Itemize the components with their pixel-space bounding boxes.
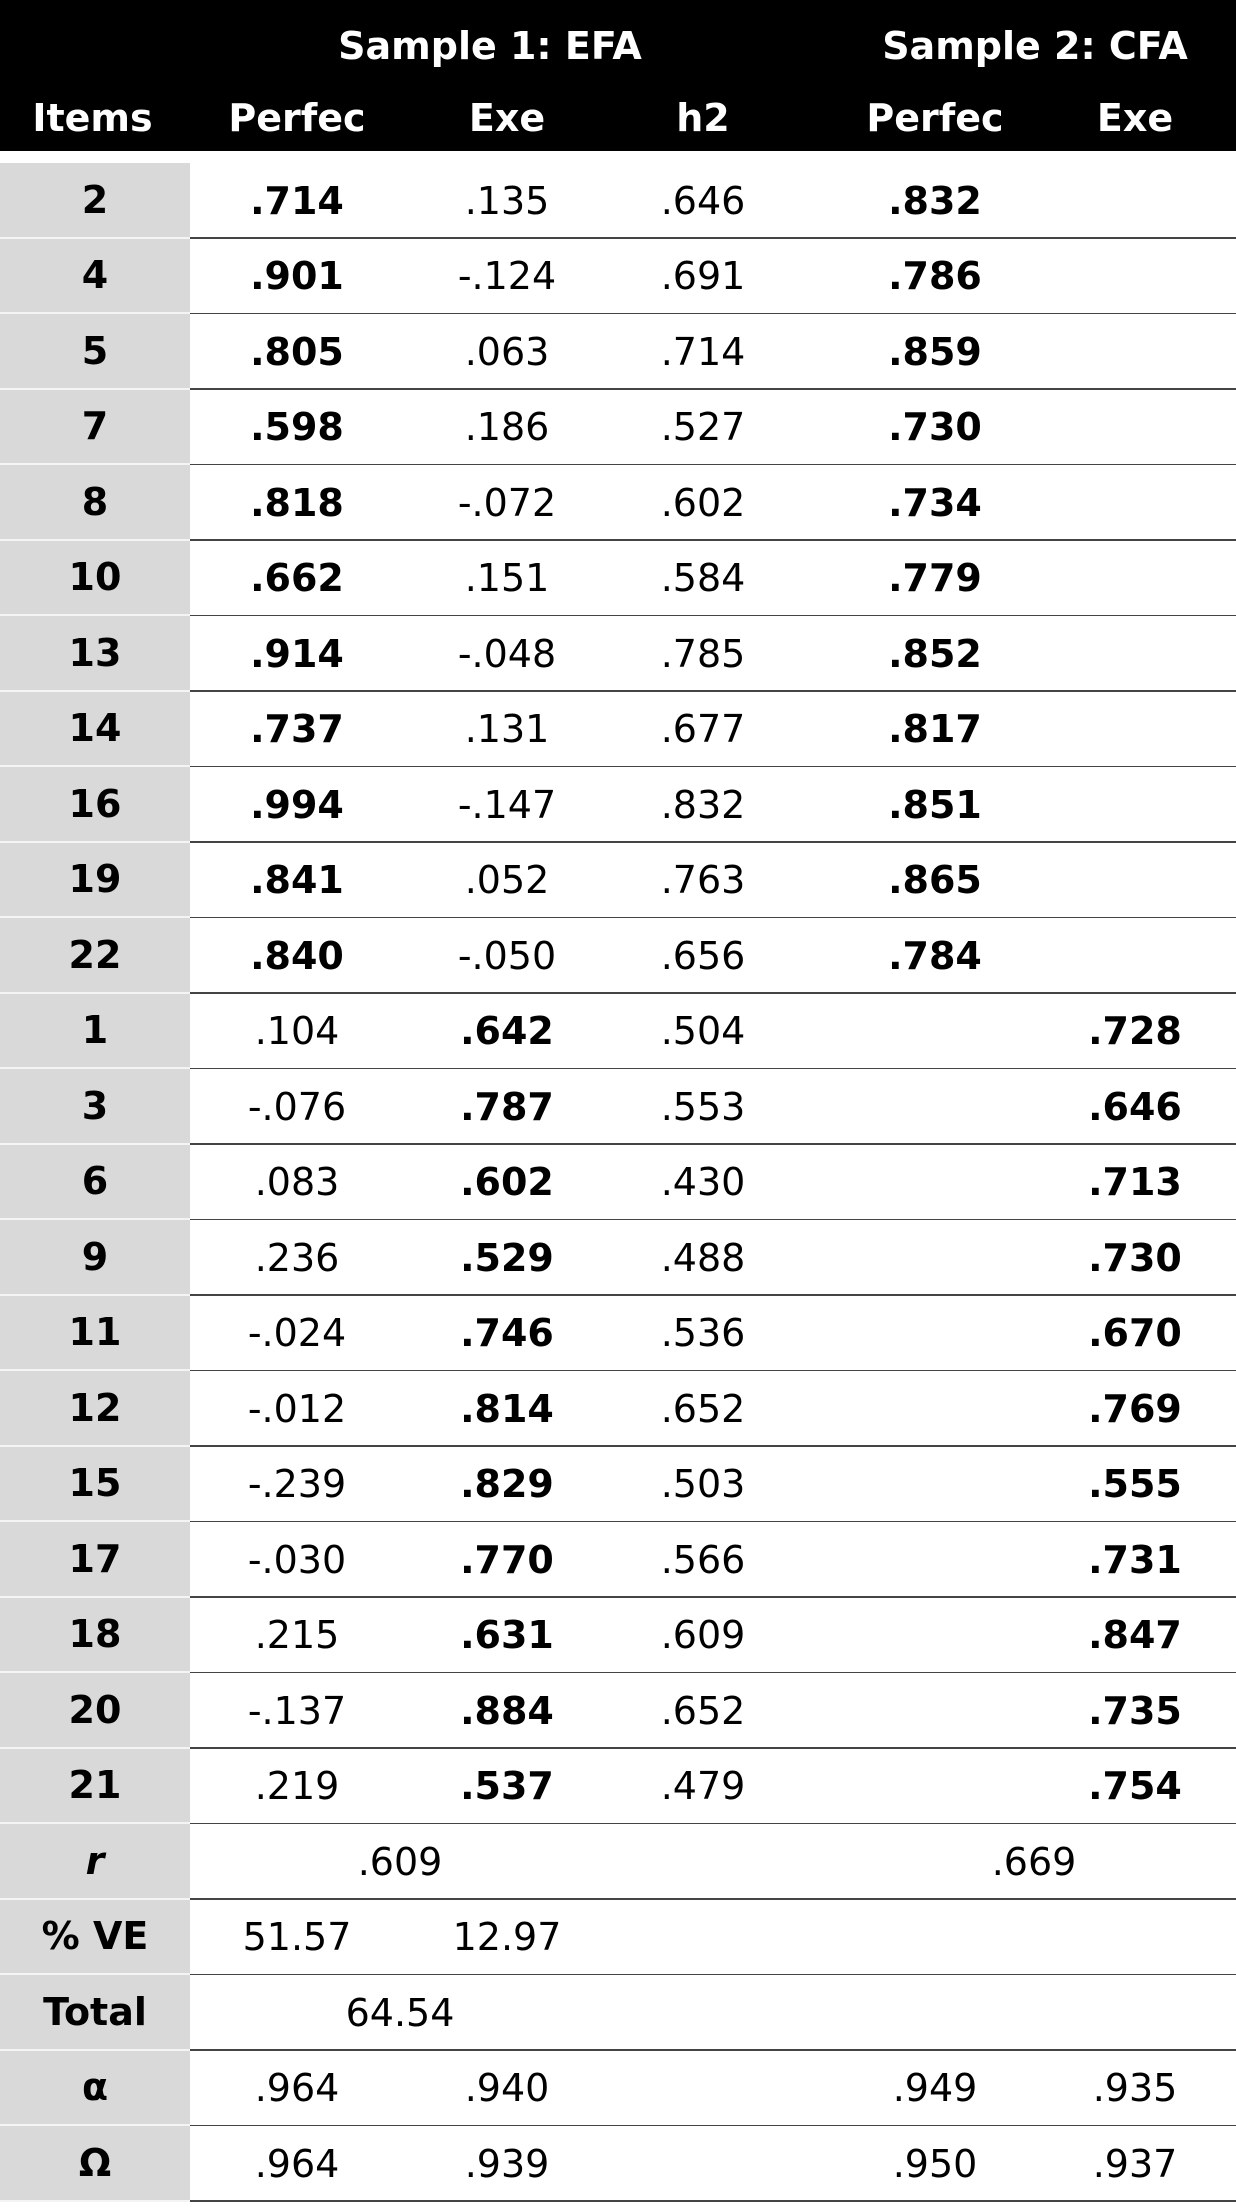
alpha-cfa-exe: .935 [1092, 2066, 1178, 2111]
cell-efa-exe: .770 [460, 1537, 554, 1582]
table-row [0, 692, 1236, 768]
row-label-omega: Ω [0, 2126, 190, 2202]
row-item-number: 13 [0, 616, 190, 692]
cell-efa-perfec: .841 [250, 858, 344, 903]
cell-cfa-exe: .555 [1088, 1462, 1182, 1507]
row-item-number: 5 [0, 314, 190, 390]
r-efa-value: .609 [357, 1839, 443, 1884]
alpha-efa-perfec: .964 [254, 2066, 340, 2111]
cell-cfa-exe [1035, 767, 1235, 843]
cell-efa-perfec: .083 [254, 1160, 340, 1205]
col-header-items: Items [32, 95, 153, 140]
row-label-total: Total [0, 1975, 190, 2051]
cell-efa-exe: .537 [460, 1764, 554, 1809]
row-item-number: 3 [0, 1069, 190, 1145]
cell-efa-perfec: .914 [250, 631, 344, 676]
cell-cfa-exe: .731 [1088, 1537, 1182, 1582]
cell-efa-perfec: -.076 [247, 1084, 347, 1129]
omega-efa-perfec: .964 [254, 2141, 340, 2186]
table-row [0, 465, 1236, 541]
cell-efa-exe: .642 [460, 1009, 554, 1054]
cell-h2: .536 [660, 1311, 746, 1356]
row-item-number: 20 [0, 1673, 190, 1749]
cell-cfa-perfec: .865 [888, 858, 982, 903]
cell-cfa-exe [1035, 239, 1235, 315]
cell-cfa-exe [1035, 465, 1235, 541]
table-row [0, 1069, 1236, 1145]
col-header-h2: h2 [676, 95, 730, 140]
row-item-number: 10 [0, 541, 190, 617]
table-row [0, 1522, 1236, 1598]
cell-cfa-perfec: .786 [888, 254, 982, 299]
cell-h2: .677 [660, 707, 746, 752]
cell-efa-perfec: .994 [250, 782, 344, 827]
cell-efa-exe: .787 [460, 1084, 554, 1129]
cell-efa-exe: .186 [464, 405, 550, 450]
table-row [0, 1447, 1236, 1523]
cell-h2: .785 [660, 631, 746, 676]
cell-efa-exe: -.124 [457, 254, 557, 299]
cell-cfa-exe: .754 [1088, 1764, 1182, 1809]
cell-cfa-exe: .847 [1088, 1613, 1182, 1658]
summary-row-r [0, 1824, 1236, 1900]
cell-efa-perfec: .805 [250, 329, 344, 374]
summary-row-ve [0, 1900, 1236, 1976]
cell-cfa-perfec [835, 1673, 1035, 1749]
cell-cfa-perfec: .784 [888, 933, 982, 978]
cell-cfa-perfec [835, 1749, 1035, 1825]
row-item-number: 8 [0, 465, 190, 541]
cell-h2: .609 [660, 1613, 746, 1658]
cell-cfa-exe [1035, 390, 1235, 466]
table-row [0, 1749, 1236, 1825]
cell-efa-perfec: .598 [250, 405, 344, 450]
cell-efa-perfec: .901 [250, 254, 344, 299]
cell-cfa-perfec [835, 1447, 1035, 1523]
cell-cfa-exe: .728 [1088, 1009, 1182, 1054]
cell-cfa-perfec: .817 [888, 707, 982, 752]
table-row [0, 390, 1236, 466]
table-row [0, 616, 1236, 692]
col-header-efa-exe: Exe [468, 95, 546, 140]
cell-efa-exe: .135 [464, 178, 550, 223]
cell-cfa-perfec [835, 1145, 1035, 1221]
cell-h2: .602 [660, 480, 746, 525]
cell-efa-exe: .063 [464, 329, 550, 374]
group-header-efa: Sample 1: EFA [338, 23, 642, 68]
cell-h2: .503 [660, 1462, 746, 1507]
table-row [0, 994, 1236, 1070]
cell-cfa-perfec [835, 1598, 1035, 1674]
cell-efa-perfec: -.137 [247, 1688, 347, 1733]
cell-h2: .488 [660, 1235, 746, 1280]
cell-cfa-exe: .646 [1088, 1084, 1182, 1129]
table-row [0, 541, 1236, 617]
cell-efa-perfec: .737 [250, 707, 344, 752]
cell-cfa-perfec [835, 1522, 1035, 1598]
cell-cfa-exe: .730 [1088, 1235, 1182, 1280]
cell-cfa-exe [1035, 843, 1235, 919]
cell-h2: .652 [660, 1688, 746, 1733]
cell-cfa-perfec [835, 994, 1035, 1070]
row-item-number: 7 [0, 390, 190, 466]
cell-cfa-exe [1035, 314, 1235, 390]
cell-cfa-exe: .735 [1088, 1688, 1182, 1733]
row-item-number: 14 [0, 692, 190, 768]
cell-h2: .504 [660, 1009, 746, 1054]
cell-efa-exe: .151 [464, 556, 550, 601]
row-item-number: 18 [0, 1598, 190, 1674]
cell-h2: .584 [660, 556, 746, 601]
cell-cfa-perfec: .779 [888, 556, 982, 601]
cell-efa-exe: .814 [460, 1386, 554, 1431]
r-cfa-value: .669 [991, 1839, 1077, 1884]
cell-efa-perfec: .818 [250, 480, 344, 525]
cell-cfa-exe: .713 [1088, 1160, 1182, 1205]
cell-h2: .479 [660, 1764, 746, 1809]
cell-h2: .527 [660, 405, 746, 450]
row-item-number: 6 [0, 1145, 190, 1221]
cell-h2: .646 [660, 178, 746, 223]
cell-h2: .553 [660, 1084, 746, 1129]
row-item-number: 19 [0, 843, 190, 919]
row-item-number: 15 [0, 1447, 190, 1523]
cell-efa-exe: .884 [460, 1688, 554, 1733]
cell-cfa-perfec: .851 [888, 782, 982, 827]
row-item-number: 1 [0, 994, 190, 1070]
cell-efa-exe: -.147 [457, 782, 557, 827]
cell-efa-perfec: .714 [250, 178, 344, 223]
cell-efa-perfec: .215 [254, 1613, 340, 1658]
table-row [0, 918, 1236, 994]
cell-efa-perfec: .840 [250, 933, 344, 978]
cell-efa-perfec: .236 [254, 1235, 340, 1280]
row-item-number: 9 [0, 1220, 190, 1296]
cell-h2: .566 [660, 1537, 746, 1582]
col-header-cfa-exe: Exe [1096, 95, 1174, 140]
row-item-number: 2 [0, 163, 190, 239]
cell-h2: .430 [660, 1160, 746, 1205]
alpha-cfa-perfec: .949 [892, 2066, 978, 2111]
total-value: 64.54 [345, 1990, 455, 2035]
cell-cfa-exe [1035, 616, 1235, 692]
col-header-efa-perfec: Perfec [228, 95, 366, 140]
cell-efa-exe: -.072 [457, 480, 557, 525]
cell-cfa-exe: .769 [1088, 1386, 1182, 1431]
cell-h2: .763 [660, 858, 746, 903]
cell-efa-exe: -.050 [457, 933, 557, 978]
table-row [0, 1673, 1236, 1749]
table-row [0, 1371, 1236, 1447]
cell-efa-perfec: .662 [250, 556, 344, 601]
table-row [0, 767, 1236, 843]
cell-efa-exe: .131 [464, 707, 550, 752]
row-label-alpha: α [0, 2051, 190, 2127]
cell-cfa-perfec [835, 1371, 1035, 1447]
ve-exe-value: 12.97 [452, 1915, 562, 1960]
cell-efa-perfec: -.012 [247, 1386, 347, 1431]
cell-cfa-perfec: .852 [888, 631, 982, 676]
summary-row-total [0, 1975, 1236, 2051]
cell-h2: .832 [660, 782, 746, 827]
row-item-number: 21 [0, 1749, 190, 1825]
cell-cfa-perfec: .832 [888, 178, 982, 223]
cell-efa-perfec: -.024 [247, 1311, 347, 1356]
row-item-number: 12 [0, 1371, 190, 1447]
cell-h2: .691 [660, 254, 746, 299]
cell-cfa-perfec: .734 [888, 480, 982, 525]
cell-cfa-exe: .670 [1088, 1311, 1182, 1356]
row-item-number: 4 [0, 239, 190, 315]
summary-row-omega [0, 2126, 1236, 2202]
cell-efa-perfec: -.030 [247, 1537, 347, 1582]
cell-h2: .714 [660, 329, 746, 374]
table-header [0, 0, 1236, 151]
omega-cfa-exe: .937 [1092, 2141, 1178, 2186]
cell-cfa-exe [1035, 918, 1235, 994]
row-label-ve: % VE [0, 1900, 190, 1976]
table-row [0, 163, 1236, 239]
table-row [0, 1598, 1236, 1674]
cell-cfa-perfec: .859 [888, 329, 982, 374]
cell-h2: .656 [660, 933, 746, 978]
cell-cfa-exe [1035, 541, 1235, 617]
cell-cfa-perfec: .730 [888, 405, 982, 450]
cell-cfa-exe [1035, 692, 1235, 768]
cell-efa-exe: .746 [460, 1311, 554, 1356]
table-row [0, 1145, 1236, 1221]
table-row [0, 314, 1236, 390]
cell-efa-exe: -.048 [457, 631, 557, 676]
cell-cfa-exe [1035, 163, 1235, 239]
cell-efa-exe: .631 [460, 1613, 554, 1658]
summary-row-alpha [0, 2051, 1236, 2127]
table-row [0, 1220, 1236, 1296]
cell-cfa-perfec [835, 1220, 1035, 1296]
group-header-cfa: Sample 2: CFA [882, 23, 1188, 68]
omega-efa-exe: .939 [464, 2141, 550, 2186]
omega-cfa-perfec: .950 [892, 2141, 978, 2186]
cell-efa-perfec: -.239 [247, 1462, 347, 1507]
cell-efa-exe: .602 [460, 1160, 554, 1205]
cell-efa-perfec: .219 [254, 1764, 340, 1809]
cell-cfa-perfec [835, 1296, 1035, 1372]
cell-efa-exe: .052 [464, 858, 550, 903]
alpha-efa-exe: .940 [464, 2066, 550, 2111]
col-header-cfa-perfec: Perfec [866, 95, 1004, 140]
cell-cfa-perfec [835, 1069, 1035, 1145]
table-row [0, 239, 1236, 315]
row-item-number: 17 [0, 1522, 190, 1598]
row-item-number: 11 [0, 1296, 190, 1372]
cell-efa-exe: .829 [460, 1462, 554, 1507]
cell-efa-exe: .529 [460, 1235, 554, 1280]
table-row [0, 843, 1236, 919]
row-item-number: 22 [0, 918, 190, 994]
cell-h2: .652 [660, 1386, 746, 1431]
ve-perfec-value: 51.57 [242, 1915, 352, 1960]
table-row [0, 1296, 1236, 1372]
row-label-r: r [0, 1824, 190, 1900]
row-item-number: 16 [0, 767, 190, 843]
cell-efa-perfec: .104 [254, 1009, 340, 1054]
